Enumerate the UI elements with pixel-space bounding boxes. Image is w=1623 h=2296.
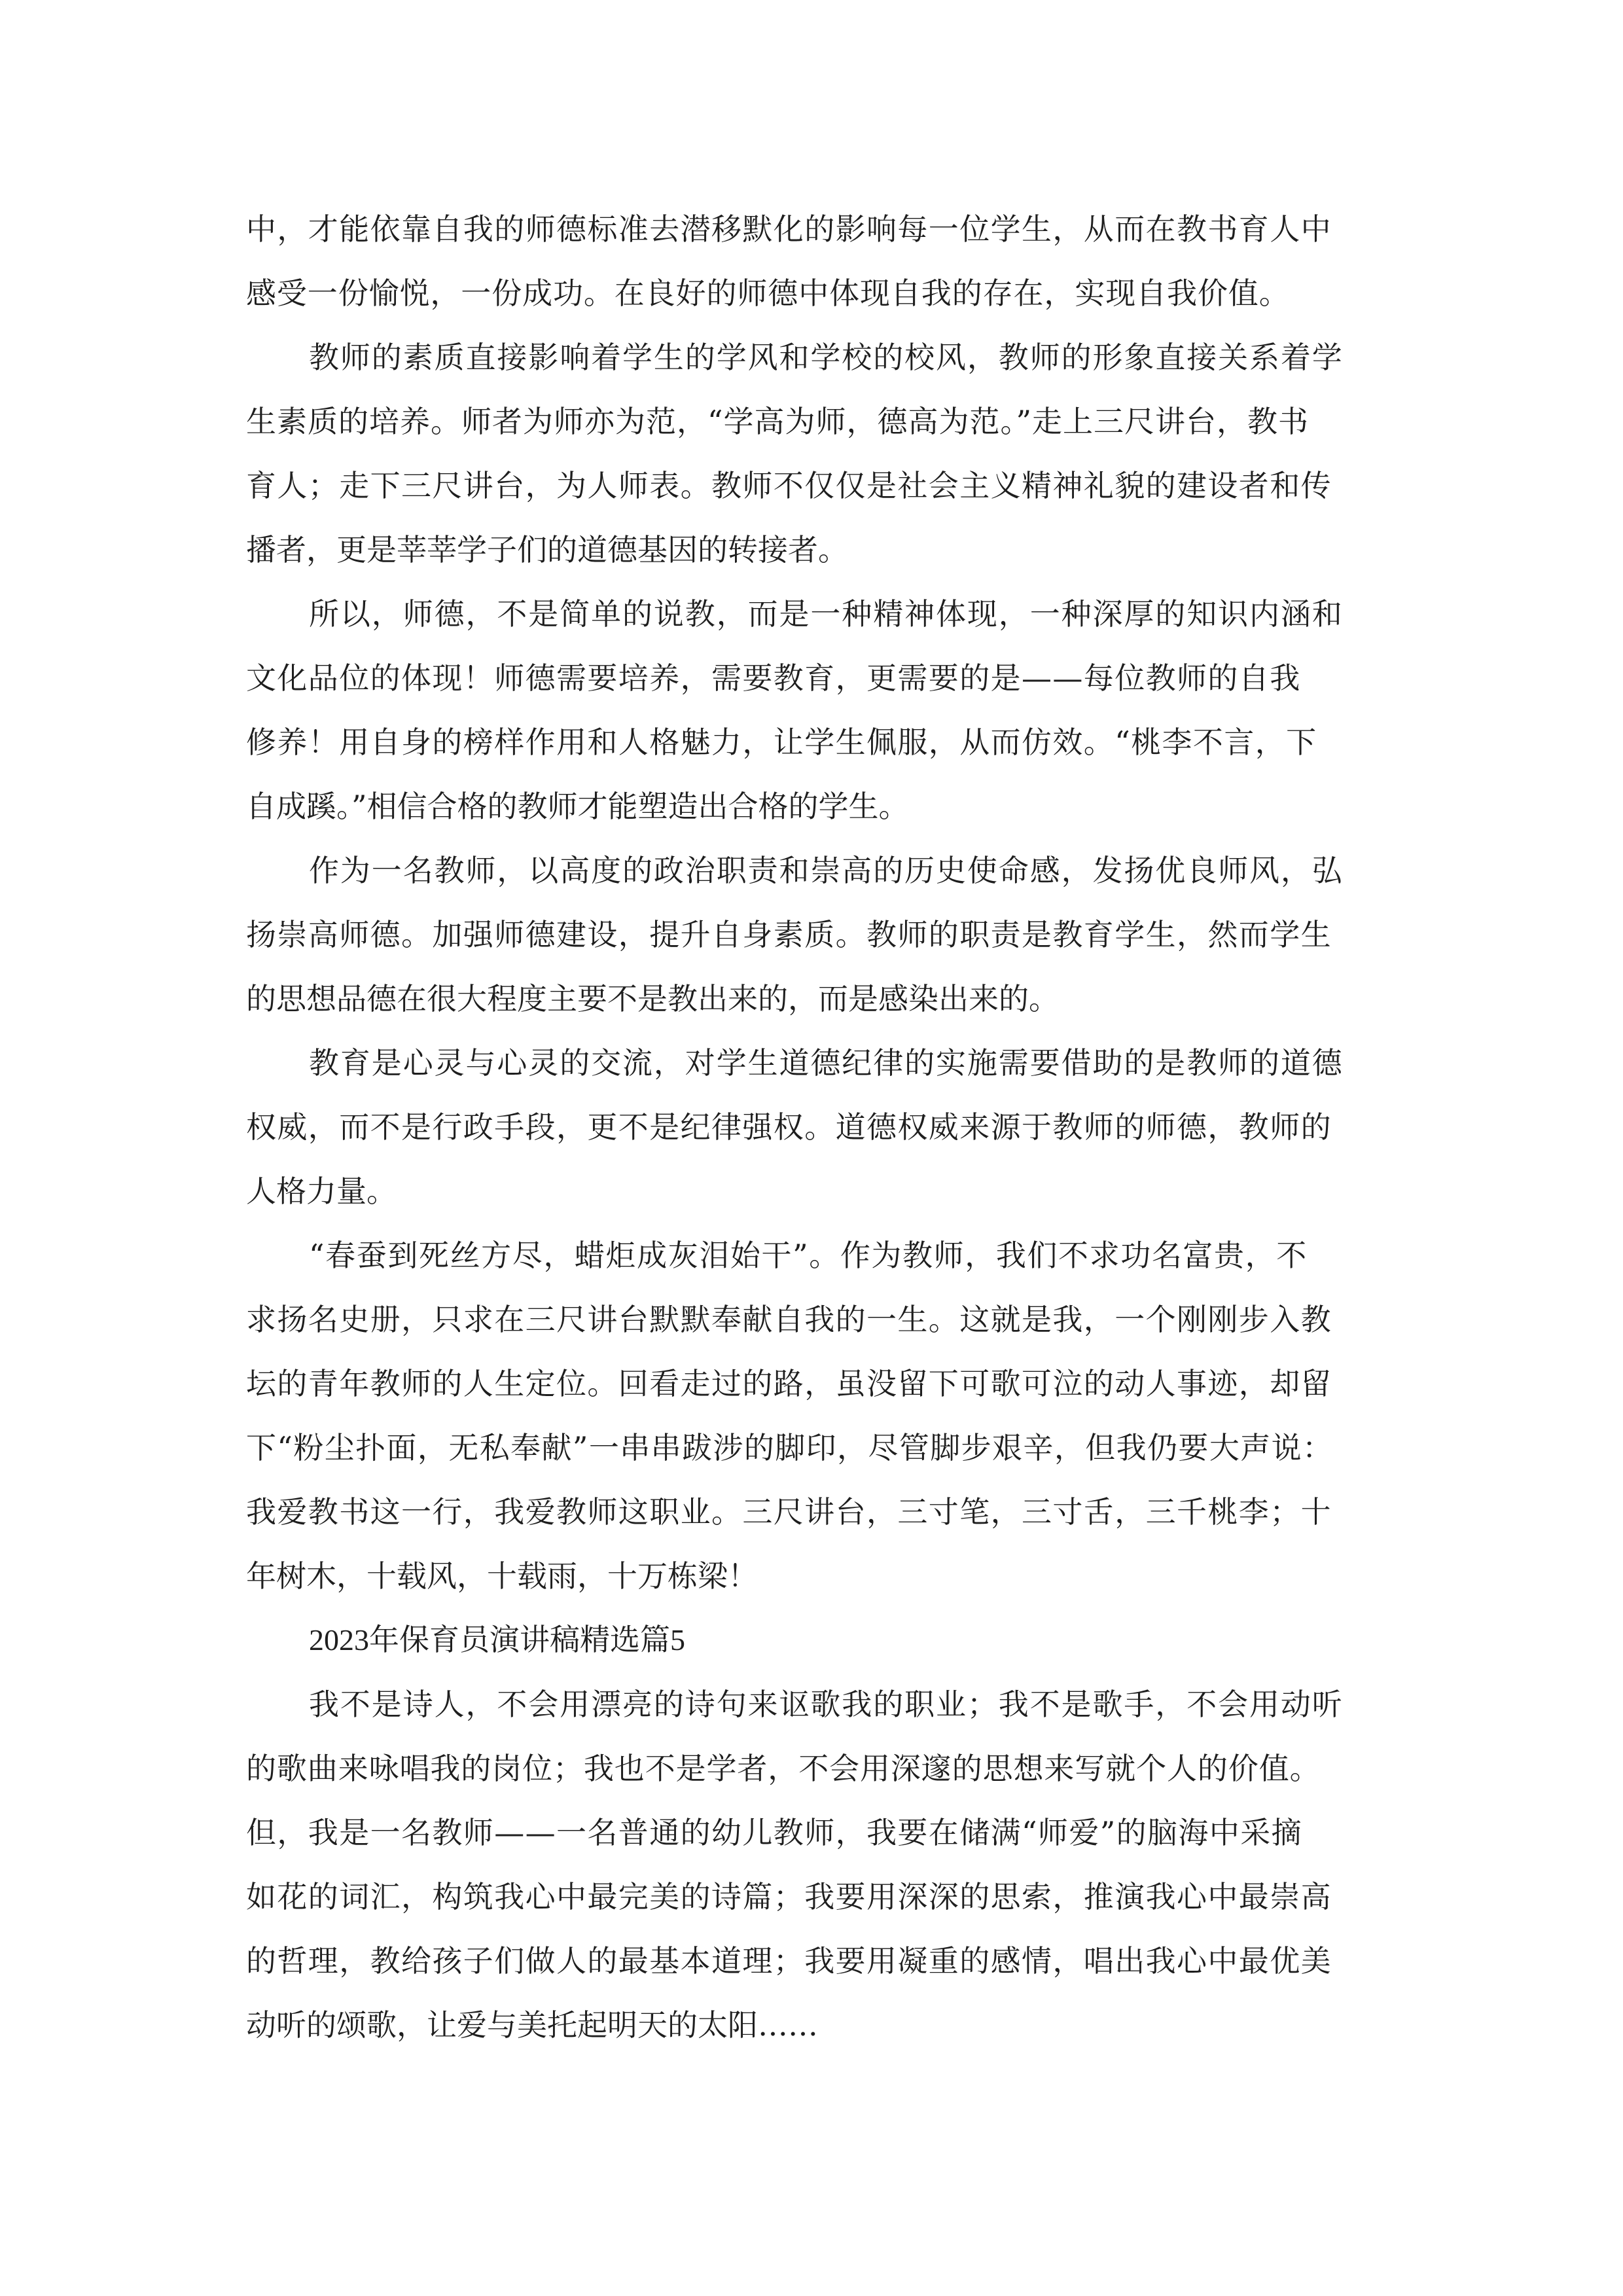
paragraph-line: 中，才能依靠自我的师德标准去潜移默化的影响每一位学生，从而在教书育人中 [246,211,1332,247]
paragraph-line: 感受一份愉悦，一份成功。在良好的师德中体现自我的存在，实现自我价值。 [246,276,1290,311]
paragraph-line: 求扬名史册，只求在三尺讲台默默奉献自我的一生。这就是我，一个刚刚步入教 [246,1302,1332,1337]
paragraph-line: 生素质的培养。师者为师亦为范，“学高为师，德高为范。”走上三尺讲台，教书 [246,404,1310,439]
paragraph-line: 作为一名教师，以高度的政治职责和崇高的历史使命感，发扬优良师风，弘 [309,853,1344,888]
section-heading: 2023年保育员演讲稿精选篇5 [309,1623,685,1657]
paragraph-line: “春蚕到死丝方尽，蜡炬成灰泪始干”。作为教师，我们不求功名富贵，不 [309,1238,1308,1273]
paragraph-line: 育人；走下三尺讲台，为人师表。教师不仅仅是社会主义精神礼貌的建设者和传 [246,468,1332,503]
paragraph-line: 扬崇高师德。加强师德建设，提升自身素质。教师的职责是教育学生，然而学生 [246,917,1332,952]
paragraph-line: 我不是诗人，不会用漂亮的诗句来讴歌我的职业；我不是歌手，不会用动听 [309,1687,1344,1722]
paragraph-line: 人格力量。 [246,1174,397,1209]
paragraph-line: 权威，而不是行政手段，更不是纪律强权。道德权威来源于教师的师德，教师的 [246,1109,1332,1145]
paragraph-line: 年树木，十载风，十载雨，十万栋梁！ [246,1558,758,1594]
paragraph-line: 修养！用自身的榜样作用和人格魅力，让学生佩服，从而仿效。“桃李不言，下 [246,725,1317,760]
paragraph-line: 的歌曲来咏唱我的岗位；我也不是学者，不会用深邃的思想来写就个人的价值。 [246,1751,1321,1786]
paragraph-line: 我爱教书这一行，我爱教师这职业。三尺讲台，三寸笔，三寸舌，三千桃李；十 [246,1494,1332,1530]
paragraph-line: 但，我是一名教师——一名普通的幼儿教师，我要在储满“师爱”的脑海中采摘 [246,1815,1303,1850]
paragraph-line: 下“粉尘扑面，无私奉献”一串串跋涉的脚印，尽管脚步艰辛，但我仍要大声说： [246,1430,1334,1465]
paragraph-line: 所以，师德，不是简单的说教，而是一种精神体现，一种深厚的知识内涵和 [309,596,1344,632]
paragraph-line: 播者，更是莘莘学子们的道德基因的转接者。 [246,532,848,567]
paragraph-line: 自成蹊。”相信合格的教师才能塑造出合格的学生。 [246,789,909,824]
paragraph-line: 如花的词汇，构筑我心中最完美的诗篇；我要用深深的思索，推演我心中最崇高 [246,1879,1332,1914]
paragraph-line: 动听的颂歌，让爱与美托起明天的太阳…… [246,2007,818,2043]
paragraph-line: 的哲理，教给孩子们做人的最基本道理；我要用凝重的感情，唱出我心中最优美 [246,1943,1332,1979]
paragraph-line: 教育是心灵与心灵的交流，对学生道德纪律的实施需要借助的是教师的道德 [309,1045,1344,1081]
paragraph-line: 的思想品德在很大程度主要不是教出来的，而是感染出来的。 [246,981,1059,1016]
paragraph-line: 坛的青年教师的人生定位。回看走过的路，虽没留下可歌可泣的动人事迹，却留 [246,1366,1332,1401]
paragraph-line: 文化品位的体现！师德需要培养，需要教育，更需要的是——每位教师的自我 [246,660,1301,696]
paragraph-line: 教师的素质直接影响着学生的学风和学校的校风，教师的形象直接关系着学 [309,340,1344,375]
